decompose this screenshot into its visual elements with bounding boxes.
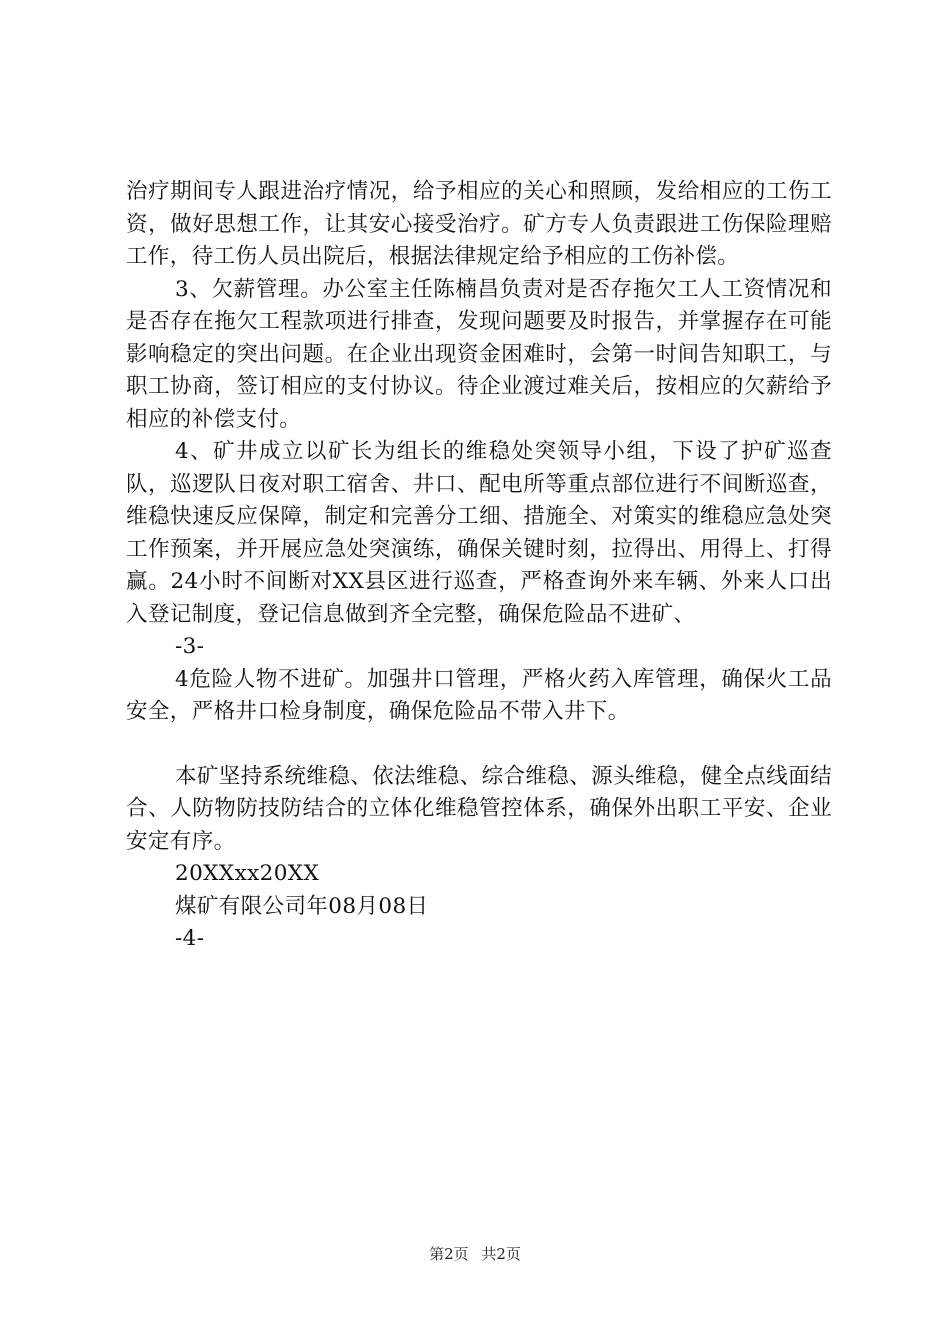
paragraph-dangerous-persons: 4危险人物不进矿。加强井口管理，严格火药入库管理，确保火工品安全，严格井口检身制度，确保危险品不带入井下。 bbox=[126, 666, 832, 724]
signature-line: 煤矿有限公司年08月08日 bbox=[175, 893, 429, 919]
paragraph-treatment: 治疗期间专人跟进治疗情况，给予相应的关心和照顾，发给相应的工伤工资，做好思想工作，让其安心接受治疗。矿方专人负责跟进工伤保险理赔工作，待工伤人员出院后，根据法律规定给予相应的工伤补偿。 bbox=[126, 179, 832, 269]
paragraph-summary: 本矿坚持系统维稳、依法维稳、综合维稳、源头维稳，健全点线面结合、人防物防技防结合的立体化维稳管控体系，确保外出职工平安、企业安定有序。 bbox=[126, 763, 833, 854]
page-number: 第2页 bbox=[429, 1245, 469, 1263]
paragraph-stability-team: 4、矿井成立以矿长为组长的维稳处突领导小组，下设了护矿巡查队，巡逻队日夜对职工宿舍、井口、配电所等重点部位进行不间断巡查，维稳快速反应保障，制定和完善分工细、措施全、对策实的维稳应急处突工作预案，并开展应急处突演练，确保关键时刻，拉得出、用得上、打得赢。24小时不间断对XX县区进行巡查，严格查询外来车辆、外来人口出入登记制度，登记信息做到齐全完整，确保危险品不进矿、 bbox=[126, 439, 832, 627]
total-pages: 共2页 bbox=[481, 1245, 521, 1263]
paragraph-wage-arrears: 3、欠薪管理。办公室主任陈楠昌负责对是否存拖欠工人工资情况和是否存在拖欠工程款项进行排查，发现问题要及时报告，并掌握存在可能影响稳定的突出问题。在企业出现资金困难时，会第一时间告知职工，与职工协商，签订相应的支付协议。待企业渡过难关后，按相应的欠薪给予相应的补偿支付。 bbox=[126, 276, 832, 432]
page-marker-4: -4- bbox=[175, 926, 205, 951]
paragraph-gap bbox=[126, 729, 832, 761]
page-footer bbox=[0, 1243, 950, 1264]
date-line: 20XXxx20XX bbox=[175, 861, 320, 886]
document-body bbox=[126, 176, 832, 956]
page-marker-3: -3- bbox=[175, 634, 205, 659]
